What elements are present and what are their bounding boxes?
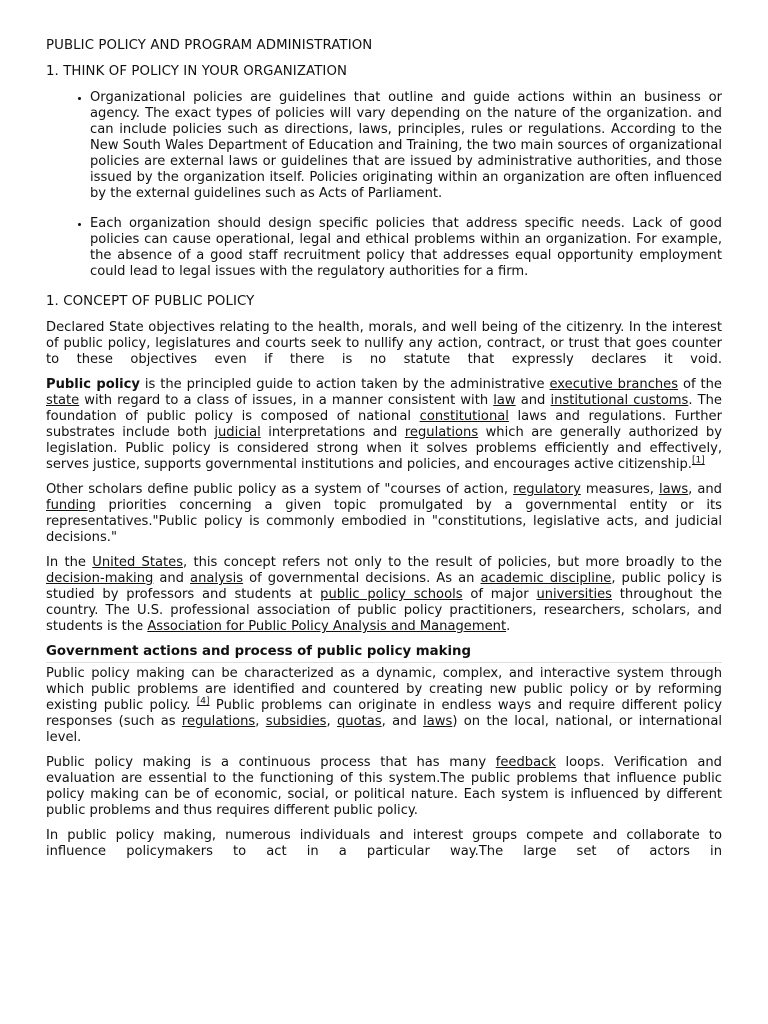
paragraph-public-policy-definition: Public policy is the principled guide to action taken by the administrative executive branches of the state with regard to a class of issues, in a manner consistent with law and institutional customs. The foundation of public policy is composed of national constitutional laws and regulations. Further substrates include both judicial interpretations and regulations which are generally authorized by legislation. Public policy is considered strong when it solves problems efficiently and effectively, serves justice, supports governmental institutions and policies, and encourages active citizenship.[1]	[46, 377, 722, 472]
link-subsidies[interactable]: subsidies	[265, 714, 327, 729]
link-laws-2[interactable]: laws	[423, 714, 453, 729]
link-quotas[interactable]: quotas	[337, 714, 382, 729]
paragraph-continuous-process: Public policy making is a continuous process that has many feedback loops. Verification and evaluation are essential to the functioning of this system.The public problems that influence public policy making can be of economic, social, or political nature. Each system is influenced by different public problems and thus requires different public policy.	[46, 755, 722, 818]
paragraph-actors: In public policy making, numerous individuals and interest groups compete and collaborate to influence policymakers to act in a particular way.The large set of actors in	[46, 828, 722, 859]
footnote-link-1[interactable]: [1]	[691, 455, 705, 466]
bullet-list	[46, 90, 722, 280]
footnote-link-4[interactable]: [4]	[196, 696, 210, 707]
bullet-item: • Organizational policies are guidelines that outline and guide actions within an business or agency. The exact types of policies will vary depending on the nature of the organization. and can include policies such as directions, laws, principles, rules or regulations. According to the New South Wales Department of Education and Training, the two main sources of organizational policies are external laws or guidelines that are issued by administrative authorities, and those issued by the organization itself. Policies originating within an organization are often influenced by the external guidelines such as Acts of Parliament.	[90, 90, 722, 202]
link-constitutional[interactable]: constitutional	[419, 409, 509, 424]
link-appam[interactable]: Association for Public Policy Analysis and Management	[147, 619, 507, 634]
link-regulations-2[interactable]: regulations	[181, 714, 256, 729]
section-heading-concept: 1. CONCEPT OF PUBLIC POLICY	[46, 294, 255, 309]
paragraph-policy-making-system: Public policy making can be characterized as a dynamic, complex, and interactive system through which public problems are identified and countered by creating new public policy or by reforming existing public policy. [4] Public problems can originate in endless ways and require different policy responses (such as regulations, subsidies, quotas, and laws) on the local, national, or international level.	[46, 666, 722, 745]
link-regulatory[interactable]: regulatory	[513, 482, 581, 497]
link-regulations[interactable]: regulations	[404, 425, 479, 440]
link-judicial[interactable]: judicial	[214, 425, 261, 440]
document-title: PUBLIC POLICY AND PROGRAM ADMINISTRATION	[46, 38, 373, 53]
bullet-item: • Each organization should design specific policies that address specific needs. Lack of good policies can cause operational, legal and ethical problems within an organization. For example, the absence of a good staff recruitment policy that addresses equal opportunity employment could lead to legal issues with the regulatory authorities for a firm.	[90, 216, 722, 280]
link-universities[interactable]: universities	[536, 587, 612, 602]
link-decision-making[interactable]: decision-making	[46, 571, 154, 586]
link-law[interactable]: law	[493, 393, 516, 408]
subsection-heading-government-actions: Government actions and process of public policy making	[46, 644, 722, 663]
link-laws[interactable]: laws	[658, 482, 689, 497]
paragraph-declared-objectives: Declared State objectives relating to the health, morals, and well being of the citizenry. In the interest of public policy, legislatures and courts seek to nullify any action, contract, or trust that goes counter to these objectives even if there is no statute that expressly declares it void.	[46, 320, 722, 367]
link-institutional-customs[interactable]: institutional customs	[550, 393, 689, 408]
link-public-policy-schools[interactable]: public policy schools	[320, 587, 463, 602]
link-feedback[interactable]: feedback	[495, 755, 556, 770]
link-state[interactable]: state	[46, 393, 80, 408]
link-funding[interactable]: funding	[46, 498, 96, 513]
link-united-states[interactable]: United States	[92, 555, 184, 570]
paragraph-other-scholars: Other scholars define public policy as a system of "courses of action, regulatory measures, laws, and funding priorities concerning a given topic promulgated by a governmental entity or its representatives."Public policy is commonly embodied in "constitutions, legislative acts, and judicial decisions."	[46, 482, 722, 545]
link-analysis[interactable]: analysis	[190, 571, 244, 586]
term-public-policy: Public policy	[46, 377, 140, 392]
paragraph-united-states: In the United States, this concept refers not only to the result of policies, but more broadly to the decision-making and analysis of governmental decisions. As an academic discipline, public policy is studied by professors and students at public policy schools of major universities throughout the country. The U.S. professional association of public policy practitioners, researchers, scholars, and students is the Association for Public Policy Analysis and Management.	[46, 555, 723, 634]
section-heading-think-of-policy: 1. THINK OF POLICY IN YOUR ORGANIZATION	[46, 64, 348, 79]
link-executive-branches[interactable]: executive branches	[549, 377, 679, 392]
link-academic-discipline[interactable]: academic discipline	[480, 571, 612, 586]
